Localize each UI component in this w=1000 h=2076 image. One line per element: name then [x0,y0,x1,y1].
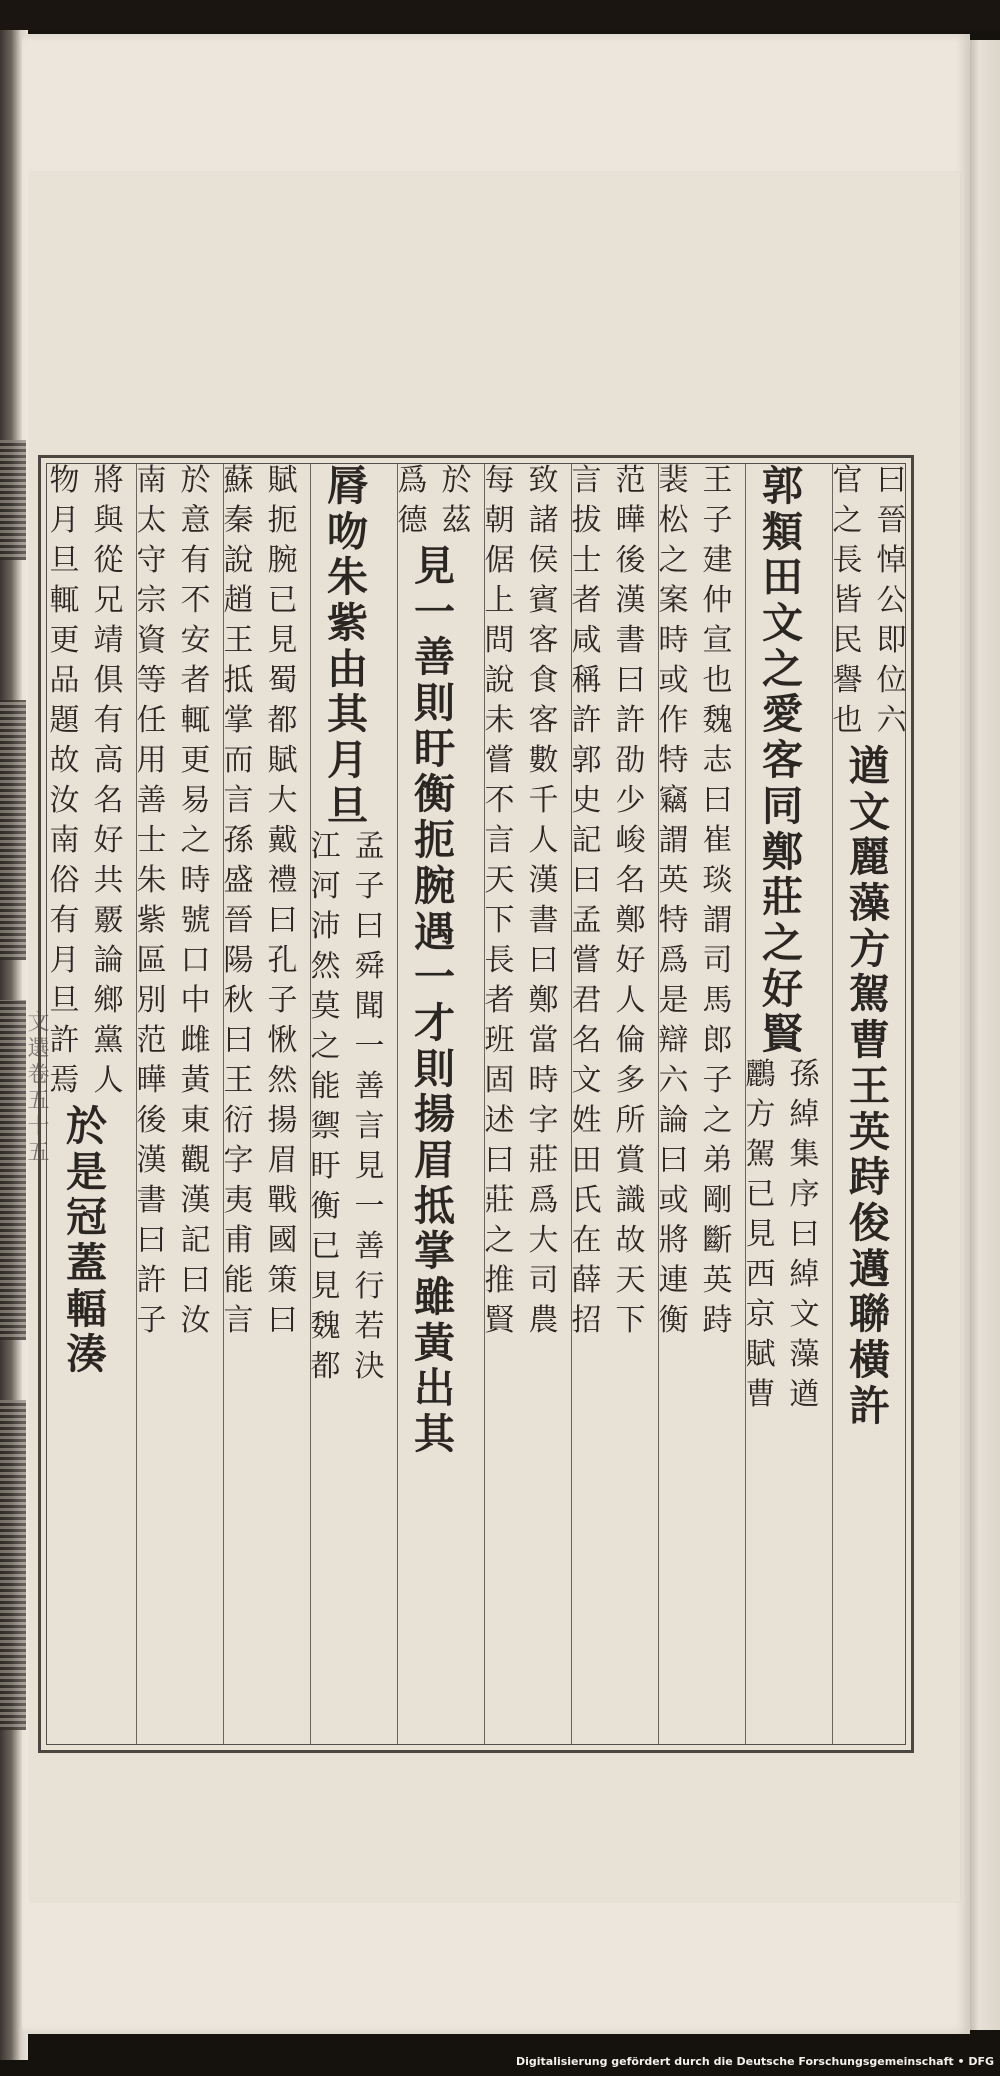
text-column-1 [828,463,911,1431]
annotation-left: 江 河 沛 然 莫 之 能 禦 盱 衡 已 見 魏 都 [310,828,341,1384]
fold-label: 文選卷五十五 [24,1010,49,1166]
annotation-left: 言 拔 士 者 咸 稱 許 郭 史 記 曰 孟 嘗 君 名 文 姓 田 氏 在 薛 招 [571,463,602,1338]
text-frame [38,455,914,1753]
bleed-through-mark [0,440,26,560]
annotation-left: 南 太 守 宗 資 等 任 用 善 士 朱 紫 區 別 范 曄 後 漢 書 曰 許 子 [136,463,167,1338]
main-text: 脣 吻 朱 紫 由 其 月 旦 [327,462,368,830]
annotation-left: 裴 松 之 案 時 或 作 特 竊 謂 英 特 爲 是 辯 六 論 曰 或 將 連 衡 [658,463,689,1338]
annotation-right: 致 諸 侯 賓 客 食 客 數 千 人 漢 書 曰 鄭 當 時 字 莊 爲 大 司 農 [528,463,559,1338]
text-column-6 [393,463,476,1460]
annotation-right: 王 子 建 仲 宣 也 魏 志 曰 崔 琰 謂 司 馬 郎 子 之 弟 剛 斷 英 跱 [702,463,733,1338]
text-column-3 [654,463,737,1346]
annotation-pair [131,463,217,1346]
text-column-5 [480,463,563,1346]
annotation-left: 爲 德 [397,463,428,538]
annotation-right: 於 意 有 不 安 者 輒 更 易 之 時 號 口 中 雌 黃 東 觀 漢 記 曰 汝 [180,463,211,1338]
text-column-7 [306,462,389,1392]
annotation-right: 賦 扼 腕 已 見 蜀 都 賦 大 戴 禮 曰 孔 子 愀 然 揚 眉 戰 國 策 曰 [267,463,298,1338]
annotation-left: 鸝 方 駕 已 見 西 京 賦 曹 [745,1056,776,1412]
annotation-right: 孫 綽 集 序 曰 綽 文 藻 遒 [789,1056,820,1412]
annotation-pair [44,463,130,1106]
bleed-through-mark [0,1400,26,1730]
bleed-through-mark [0,700,26,960]
annotation-right: 曰 晉 悼 公 即 位 六 [876,463,907,738]
annotation-left: 官 之 長 皆 民 譽 也 [832,463,863,738]
main-text: 遒 文 麗 藻 方 駕 曹 王 英 跱 俊 邁 聯 橫 許 [849,742,890,1430]
annotation-pair [479,463,565,1346]
main-text: 於 是 冠 蓋 輻 湊 [66,1102,107,1379]
annotation-pair [653,463,739,1346]
annotation-right: 孟 子 曰 舜 聞 一 善 言 見 一 善 行 若 決 [354,828,385,1384]
annotation-left: 物 月 旦 輒 更 品 題 故 汝 南 俗 有 月 旦 許 焉 [49,463,80,1098]
text-column-9 [132,463,215,1346]
annotation-pair [218,463,304,1346]
text-column-8 [219,463,302,1346]
annotation-pair [827,463,913,746]
main-text: 郭 類 田 文 之 愛 客 同 鄭 莊 之 好 賢 [762,462,803,1059]
main-text: 見 一 善 則 盱 衡 扼 腕 遇 一 才 則 揚 眉 抵 掌 雖 黃 出 其 [414,542,455,1459]
text-column-4 [567,463,650,1346]
text-column-10 [45,463,128,1380]
annotation-pair [566,463,652,1346]
annotation-right: 將 與 從 兄 靖 俱 有 高 名 好 共 覈 論 鄉 黨 人 [93,463,124,1098]
annotation-pair [740,1056,826,1420]
annotation-left: 每 朝 倨 上 問 說 未 嘗 不 言 天 下 長 者 班 固 述 曰 莊 之 推 賢 [484,463,515,1338]
annotation-left: 蘇 秦 說 趙 王 抵 掌 而 言 孫 盛 晉 陽 秋 曰 王 衍 字 夷 甫 能 言 [223,463,254,1338]
footer-credit: Digitalisierung gefördert durch die Deutsche Forschungsgemeinschaft • DFG [515,2055,994,2068]
scan-top-edge [0,0,1000,30]
annotation-right: 於 茲 [441,463,472,538]
text-column-2 [741,462,824,1420]
adjacent-page-edge [968,40,1000,2030]
annotation-right: 范 曄 後 漢 書 曰 許 劭 少 峻 名 鄭 好 人 倫 多 所 賞 識 故 天 下 [615,463,646,1338]
annotation-pair [392,463,478,546]
annotation-pair [305,828,391,1392]
